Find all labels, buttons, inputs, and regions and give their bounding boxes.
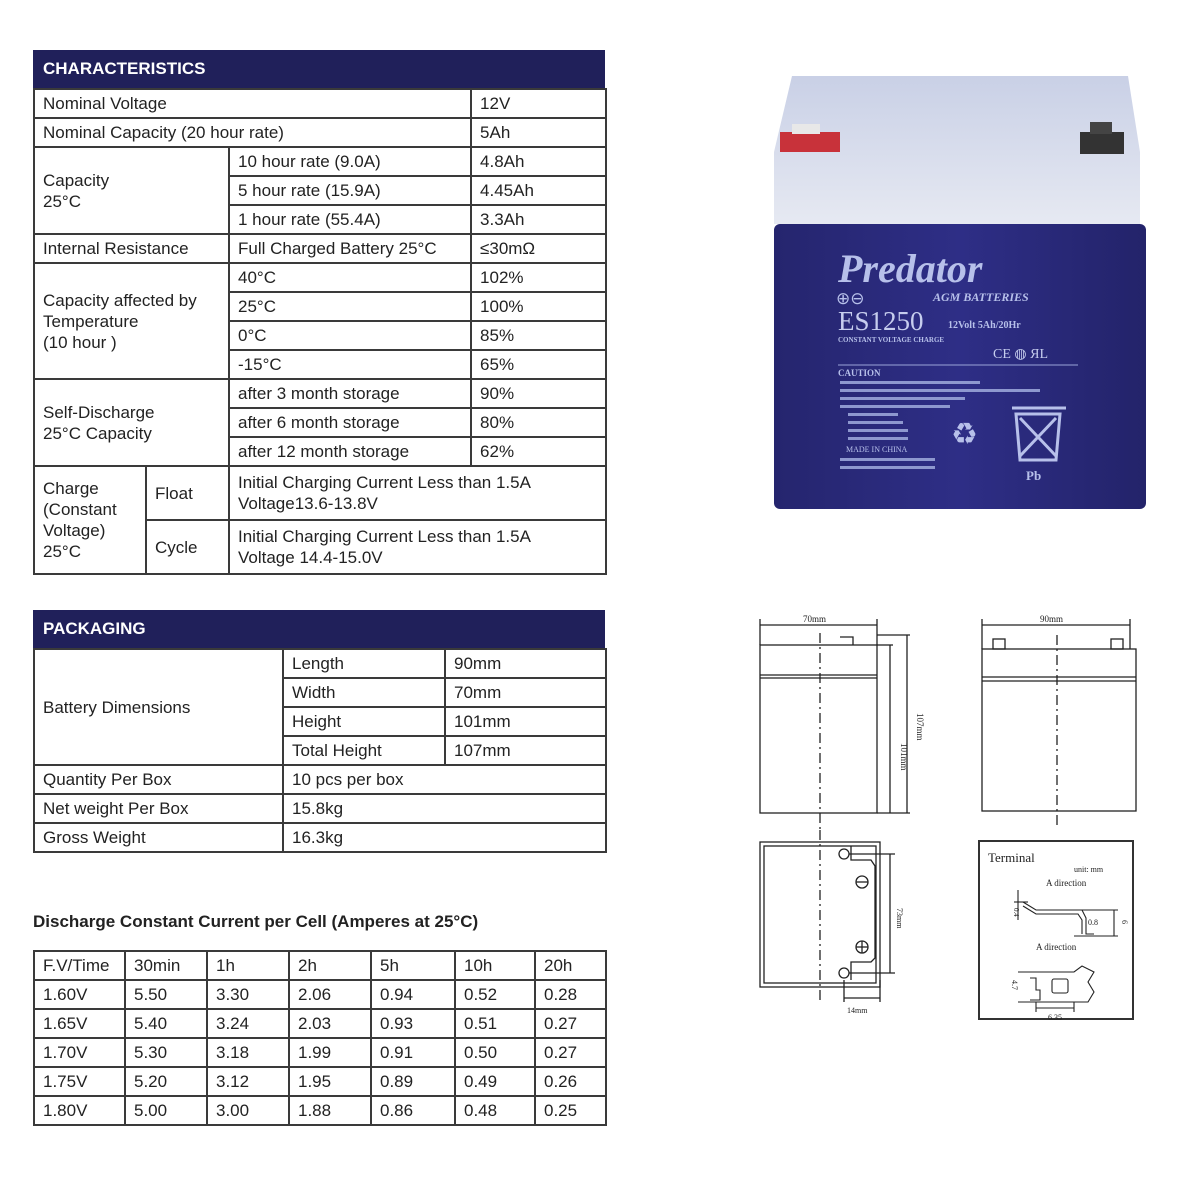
internal-resistance-label: Internal Resistance xyxy=(34,234,229,263)
current-cell: 0.28 xyxy=(535,980,606,1009)
self-discharge-label-line2: 25°C Capacity xyxy=(43,423,152,443)
made-in-label: MADE IN CHINA xyxy=(846,445,908,454)
table-row xyxy=(34,263,606,292)
capacity-condition: 1 hour rate (55.4A) xyxy=(229,205,471,234)
battery-model: ES1250 xyxy=(838,306,924,336)
current-cell: 1.99 xyxy=(289,1038,371,1067)
length-dimension: 90mm xyxy=(1040,614,1064,624)
capacity-label xyxy=(34,147,229,234)
charge-label xyxy=(34,466,146,574)
dim-4-7: 4.7 xyxy=(1010,980,1019,990)
current-cell: 5.00 xyxy=(125,1096,207,1125)
charge-float-spec xyxy=(229,466,606,520)
battery-rating: 12Volt 5Ah/20Hr xyxy=(948,320,1021,331)
quantity-label: Quantity Per Box xyxy=(34,765,283,794)
table-row xyxy=(34,234,606,263)
characteristics-table xyxy=(33,88,607,575)
dimension-label: Height xyxy=(283,707,445,736)
capacity-value: 4.8Ah xyxy=(471,147,606,176)
battery-product-image xyxy=(768,72,1152,512)
current-cell: 2.06 xyxy=(289,980,371,1009)
final-voltage-cell: 1.70V xyxy=(34,1038,125,1067)
capacity-value: 3.3Ah xyxy=(471,205,606,234)
temperature-value: 85% xyxy=(471,321,606,350)
charge-label-line2: (Constant xyxy=(43,500,117,519)
pb-label: Pb xyxy=(1026,468,1042,483)
terminal-title: Terminal xyxy=(988,850,1035,865)
recycle-icon: ♻ xyxy=(951,418,978,451)
charge-cycle-line2: Voltage 14.4-15.0V xyxy=(238,548,383,567)
charge-cycle-line1: Initial Charging Current Less than 1.5A xyxy=(238,527,531,546)
charge-cycle-spec xyxy=(229,520,606,574)
column-header: 5h xyxy=(371,951,455,980)
dimension-value: 101mm xyxy=(445,707,606,736)
battery-illustration xyxy=(768,72,1152,512)
quantity-value: 10 pcs per box xyxy=(283,765,606,794)
current-cell: 0.26 xyxy=(535,1067,606,1096)
self-discharge-label-line1: Self-Discharge xyxy=(43,402,155,422)
final-voltage-cell: 1.80V xyxy=(34,1096,125,1125)
side-view-drawing xyxy=(965,605,1145,840)
brand-logo: Predator xyxy=(838,246,983,291)
self-discharge-value: 80% xyxy=(471,408,606,437)
current-cell: 5.40 xyxy=(125,1009,207,1038)
current-cell: 3.12 xyxy=(207,1067,289,1096)
dimension-value: 90mm xyxy=(445,649,606,678)
temperature-label-line1: Capacity affected by xyxy=(43,290,197,310)
dimension-label: Total Height xyxy=(283,736,445,765)
column-header: 2h xyxy=(289,951,371,980)
characteristics-header: CHARACTERISTICS xyxy=(33,50,605,88)
current-cell: 5.30 xyxy=(125,1038,207,1067)
table-row xyxy=(34,1067,606,1096)
temperature-label xyxy=(34,263,229,379)
ce-mark-icon: CE ◍ ЯL xyxy=(993,347,1048,362)
nominal-voltage-label: Nominal Voltage xyxy=(34,89,471,118)
packaging-table xyxy=(33,648,607,853)
current-cell: 0.89 xyxy=(371,1067,455,1096)
positive-terminal xyxy=(780,132,840,152)
net-weight-value: 15.8kg xyxy=(283,794,606,823)
nominal-capacity-label: Nominal Capacity (20 hour rate) xyxy=(34,118,471,147)
temperature-value: 65% xyxy=(471,350,606,379)
dim-6-35: 6.35 xyxy=(1048,1013,1062,1022)
capacity-value: 4.45Ah xyxy=(471,176,606,205)
terminal-unit: unit: mm xyxy=(1074,865,1104,874)
self-discharge-condition: after 6 month storage xyxy=(229,408,471,437)
current-cell: 0.25 xyxy=(535,1096,606,1125)
charge-label-line4: 25°C xyxy=(43,542,81,561)
dim-0-8: 0.8 xyxy=(1088,918,1098,927)
front-view-drawing xyxy=(745,605,925,840)
table-row xyxy=(34,89,606,118)
current-cell: 0.86 xyxy=(371,1096,455,1125)
current-cell: 0.27 xyxy=(535,1009,606,1038)
table-row xyxy=(34,823,606,852)
table-row xyxy=(34,147,606,176)
table-row xyxy=(34,794,606,823)
self-discharge-label xyxy=(34,379,229,466)
table-row xyxy=(34,980,606,1009)
column-header: 10h xyxy=(455,951,535,980)
current-cell: 0.49 xyxy=(455,1067,535,1096)
temperature-condition: 0°C xyxy=(229,321,471,350)
dimension-value: 107mm xyxy=(445,736,606,765)
temperature-value: 100% xyxy=(471,292,606,321)
current-cell: 3.00 xyxy=(207,1096,289,1125)
table-header-row xyxy=(34,951,606,980)
column-header: 1h xyxy=(207,951,289,980)
table-row xyxy=(34,765,606,794)
gross-weight-value: 16.3kg xyxy=(283,823,606,852)
internal-resistance-condition: Full Charged Battery 25°C xyxy=(229,234,471,263)
charge-label-line1: Charge xyxy=(43,479,99,498)
current-cell: 3.18 xyxy=(207,1038,289,1067)
temperature-value: 102% xyxy=(471,263,606,292)
discharge-section xyxy=(33,950,605,1126)
capacity-condition: 5 hour rate (15.9A) xyxy=(229,176,471,205)
charge-float-line1: Initial Charging Current Less than 1.5A xyxy=(238,473,531,492)
final-voltage-cell: 1.60V xyxy=(34,980,125,1009)
current-cell: 0.51 xyxy=(455,1009,535,1038)
battery-dimensions-label: Battery Dimensions xyxy=(34,649,283,765)
charge-label-line3: Voltage) xyxy=(43,521,106,540)
charge-mode-cycle: Cycle xyxy=(146,520,229,574)
charge-heading: CONSTANT VOLTAGE CHARGE xyxy=(838,336,945,344)
table-row xyxy=(34,466,606,520)
terminal-spacing-dimension: 73mm xyxy=(895,908,904,929)
dim-6: 6 xyxy=(1120,920,1129,924)
net-weight-label: Net weight Per Box xyxy=(34,794,283,823)
table-row xyxy=(34,1096,606,1125)
characteristics-section xyxy=(33,50,605,575)
current-cell: 0.52 xyxy=(455,980,535,1009)
temperature-condition: -15°C xyxy=(229,350,471,379)
plus-minus-icon: ⊕⊖ xyxy=(836,289,865,308)
capacity-label-line1: Capacity xyxy=(43,170,110,190)
dimension-label: Width xyxy=(283,678,445,707)
table-row xyxy=(34,118,606,147)
nominal-voltage-value: 12V xyxy=(471,89,606,118)
a-direction-top: A direction xyxy=(1046,878,1087,888)
table-row xyxy=(34,1009,606,1038)
current-cell: 0.48 xyxy=(455,1096,535,1125)
total-height-dimension: 107mm xyxy=(915,713,925,741)
current-cell: 0.50 xyxy=(455,1038,535,1067)
table-row xyxy=(34,1038,606,1067)
current-cell: 3.30 xyxy=(207,980,289,1009)
charge-float-line2: Voltage13.6-13.8V xyxy=(238,494,378,513)
current-cell: 0.93 xyxy=(371,1009,455,1038)
table-row xyxy=(34,649,606,678)
a-direction-bottom: A direction xyxy=(1036,942,1077,952)
current-cell: 1.95 xyxy=(289,1067,371,1096)
final-voltage-cell: 1.75V xyxy=(34,1067,125,1096)
nominal-capacity-value: 5Ah xyxy=(471,118,606,147)
capacity-label-line2: 25°C xyxy=(43,191,81,211)
current-cell: 3.24 xyxy=(207,1009,289,1038)
current-cell: 0.27 xyxy=(535,1038,606,1067)
charge-mode-float: Float xyxy=(146,466,229,520)
discharge-title: Discharge Constant Current per Cell (Amperes at 25°C) xyxy=(33,912,479,931)
dim-0-4: 0.4 xyxy=(1012,908,1020,917)
packaging-section xyxy=(33,610,605,853)
column-header: 20h xyxy=(535,951,606,980)
final-voltage-cell: 1.65V xyxy=(34,1009,125,1038)
internal-resistance-value: ≤30mΩ xyxy=(471,234,606,263)
current-cell: 1.88 xyxy=(289,1096,371,1125)
current-cell: 0.91 xyxy=(371,1038,455,1067)
terminal-offset-dimension: 14mm xyxy=(847,1006,868,1015)
column-header: F.V/Time xyxy=(34,951,125,980)
capacity-condition: 10 hour rate (9.0A) xyxy=(229,147,471,176)
table-row xyxy=(34,379,606,408)
top-view-drawing xyxy=(745,830,935,1025)
dimension-label: Length xyxy=(283,649,445,678)
discharge-table xyxy=(33,950,607,1126)
current-cell: 0.94 xyxy=(371,980,455,1009)
self-discharge-condition: after 12 month storage xyxy=(229,437,471,466)
temperature-condition: 40°C xyxy=(229,263,471,292)
current-cell: 5.50 xyxy=(125,980,207,1009)
height-dimension: 101mm xyxy=(899,743,909,771)
self-discharge-value: 90% xyxy=(471,379,606,408)
width-dimension: 70mm xyxy=(803,614,827,624)
current-cell: 2.03 xyxy=(289,1009,371,1038)
terminal-detail-drawing xyxy=(978,840,1136,1027)
gross-weight-label: Gross Weight xyxy=(34,823,283,852)
dimension-value: 70mm xyxy=(445,678,606,707)
temperature-condition: 25°C xyxy=(229,292,471,321)
column-header: 30min xyxy=(125,951,207,980)
caution-heading: CAUTION xyxy=(838,368,881,378)
packaging-header: PACKAGING xyxy=(33,610,605,648)
battery-subtitle: AGM BATTERIES xyxy=(933,290,1029,304)
temperature-label-line3: (10 hour ) xyxy=(43,332,117,352)
self-discharge-condition: after 3 month storage xyxy=(229,379,471,408)
temperature-label-line2: Temperature xyxy=(43,311,139,331)
self-discharge-value: 62% xyxy=(471,437,606,466)
current-cell: 5.20 xyxy=(125,1067,207,1096)
